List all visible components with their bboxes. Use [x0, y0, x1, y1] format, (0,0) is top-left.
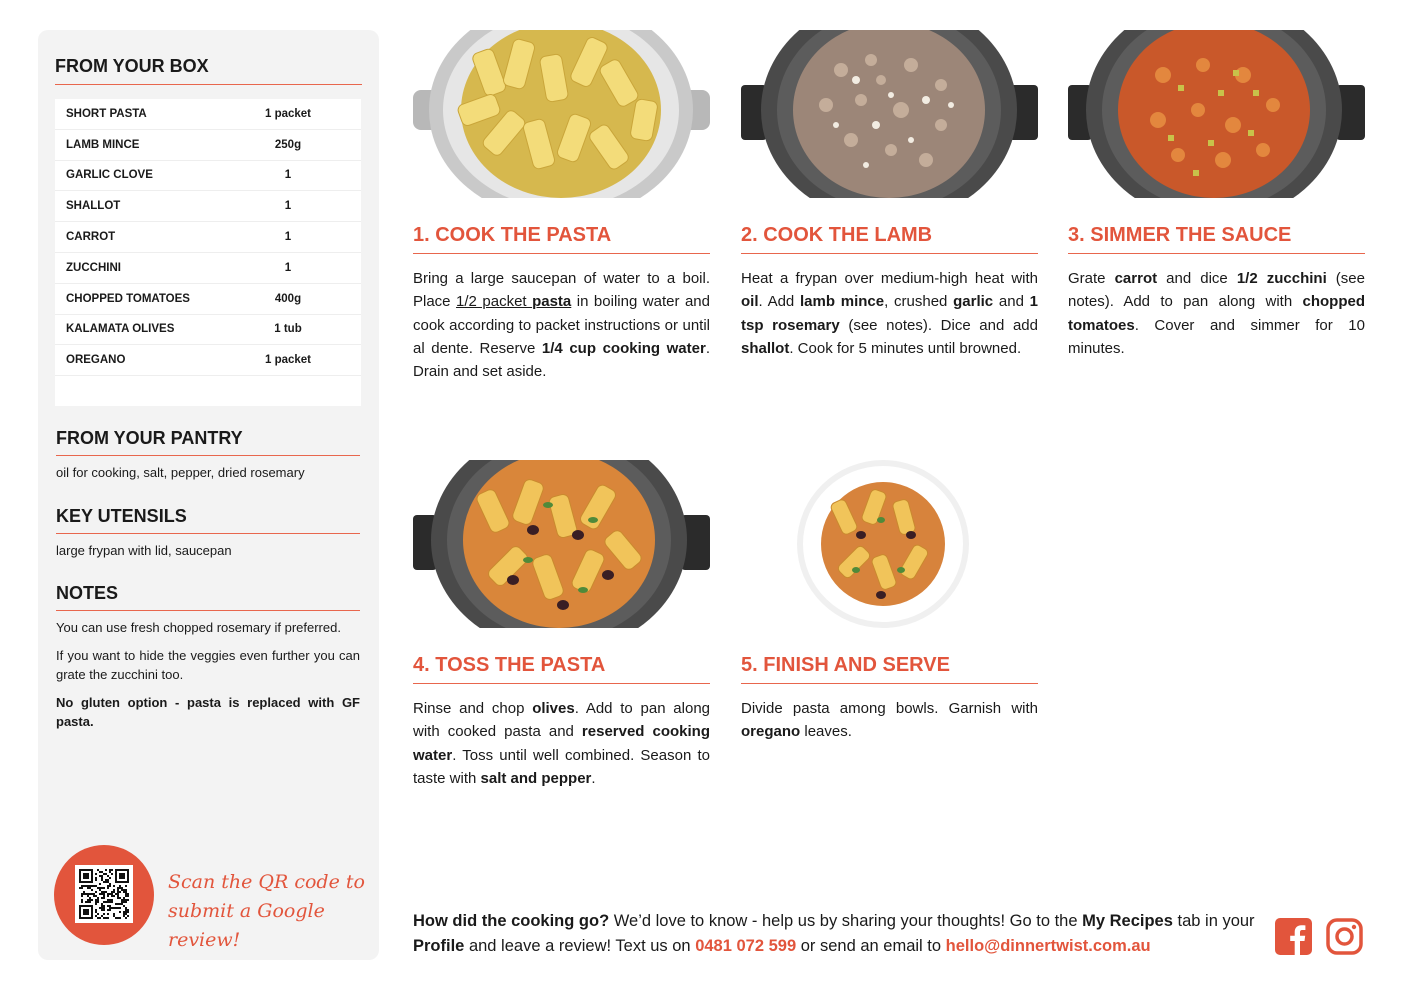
ingredient-name: LAMB MINCE — [66, 138, 140, 151]
sidebar-panel — [38, 30, 379, 960]
table-row — [55, 191, 361, 222]
ingredient-name: CHOPPED TOMATOES — [66, 292, 190, 305]
text-segment: Divide pasta among bowls. Garnish with — [741, 700, 1038, 717]
ingredient-name: CARROT — [66, 231, 116, 244]
ingredients-table — [55, 99, 361, 406]
note-item: If you want to hide the veggies even further you can grate the zucchini too. — [56, 648, 360, 682]
ingredient-qty: 1 packet — [264, 354, 312, 367]
lamb-pan-photo — [741, 30, 1038, 198]
ingredient-name: GARLIC CLOVE — [66, 169, 153, 182]
pasta-pot-photo — [413, 30, 710, 198]
text-segment: or send an email to — [796, 937, 946, 955]
text-segment: How did the cooking go? — [413, 912, 610, 930]
text-segment: leaves. — [800, 723, 852, 741]
qr-badge — [54, 845, 154, 945]
text-segment: . Add — [758, 293, 800, 311]
ingredient-name: SHALLOT — [66, 200, 121, 213]
pantry-title: FROM YOUR PANTRY — [56, 428, 360, 456]
text-segment: Profile — [413, 937, 465, 955]
qr-code[interactable] — [75, 865, 133, 923]
utensils-title: KEY UTENSILS — [56, 506, 360, 534]
step-title: 1. COOK THE PASTA — [413, 224, 710, 254]
step-title: 2. COOK THE LAMB — [741, 224, 1038, 254]
table-row — [55, 161, 361, 192]
qr-caption-line: Scan the QR code to — [168, 871, 365, 893]
utensils-text: large frypan with lid, saucepan — [56, 543, 232, 558]
step-instructions — [1068, 267, 1365, 360]
text-segment: oil — [741, 293, 759, 311]
notes-title: NOTES — [56, 583, 360, 611]
ingredient-name: KALAMATA OLIVES — [66, 323, 175, 336]
table-row — [55, 253, 361, 284]
ingredient-qty: 1 packet — [264, 107, 312, 120]
text-segment: . Cover and simmer for 10 minutes. — [1068, 316, 1365, 357]
table-row — [55, 130, 361, 161]
text-segment: salt and pepper — [480, 769, 592, 787]
text-segment: olives — [532, 700, 575, 717]
ingredient-name: ZUCCHINI — [66, 261, 121, 274]
notes-list — [56, 618, 360, 740]
ingredient-qty: 1 — [284, 231, 292, 244]
text-segment: My Recipes — [1082, 912, 1173, 930]
text-segment: tab in your — [1172, 912, 1255, 930]
text-segment: (see notes). Dice and add — [839, 316, 1038, 334]
facebook-icon[interactable] — [1275, 918, 1312, 955]
table-row — [55, 315, 361, 346]
step-instructions — [413, 267, 710, 383]
text-segment: Grate — [1068, 270, 1115, 287]
ingredient-name: OREGANO — [66, 354, 126, 367]
note-item: You can use fresh chopped rosemary if preferred. — [56, 620, 341, 635]
step-title: 3. SIMMER THE SAUCE — [1068, 224, 1365, 254]
ingredient-qty: 1 tub — [274, 323, 302, 336]
text-segment: . Toss until well combined. Season to taste with — [413, 746, 710, 787]
from-your-box-title: FROM YOUR BOX — [55, 56, 362, 85]
text-segment: Heat a frypan over medium-high heat with — [741, 270, 1038, 287]
step-instructions — [741, 697, 1038, 744]
step-title: 5. FINISH AND SERVE — [741, 654, 1038, 684]
text-segment: . Cook for 5 minutes until browned. — [789, 339, 1022, 357]
instagram-icon[interactable] — [1326, 918, 1363, 955]
text-segment: shallot — [741, 339, 790, 357]
text-segment: pasta — [532, 293, 572, 311]
text-segment: . Drain and set aside. — [413, 339, 710, 381]
text-segment[interactable]: 0481 072 599 — [695, 937, 797, 955]
text-segment: reserved cooking water — [413, 723, 711, 764]
feedback-footer — [413, 909, 1263, 959]
text-segment: 1/4 cup cooking water — [541, 339, 706, 357]
step-instructions — [741, 267, 1038, 360]
table-row — [55, 99, 361, 130]
text-segment: lamb mince — [800, 293, 885, 311]
text-segment: Bring a large saucepan of water to a boil. Place — [413, 270, 710, 311]
ingredient-name: SHORT PASTA — [66, 107, 147, 120]
table-row — [55, 284, 361, 315]
step-instructions — [413, 697, 710, 790]
note-item: No gluten option - pasta is replaced with GF pasta. — [56, 695, 360, 729]
text-segment: Rinse and chop — [413, 700, 533, 717]
text-segment: and — [993, 293, 1030, 311]
ingredient-qty: 1 — [284, 200, 292, 213]
ingredient-qty: 1 — [284, 169, 292, 182]
text-segment: , crushed — [884, 293, 954, 311]
ingredient-qty: 400g — [274, 292, 302, 305]
ingredient-qty: 1 — [284, 261, 292, 274]
step-title: 4. TOSS THE PASTA — [413, 654, 710, 684]
text-segment[interactable]: hello@dinnertwist.com.au — [945, 937, 1151, 955]
qr-caption — [168, 868, 368, 955]
text-segment: 1 tsp rosemary — [741, 293, 1038, 334]
text-segment: chopped tomatoes — [1068, 293, 1365, 334]
text-segment: and dice — [1157, 270, 1237, 287]
text-segment: (see notes). Add to pan along with — [1068, 270, 1365, 311]
ingredient-qty: 250g — [274, 138, 302, 151]
table-row — [55, 222, 361, 253]
table-row — [55, 345, 361, 376]
text-segment: oregano — [741, 723, 801, 741]
text-segment: We’d love to know - help us by sharing your thoughts! Go to the — [609, 912, 1083, 930]
text-segment: in boiling water and cook according to packet instructions or until al dente. Reserve — [413, 293, 710, 357]
text-segment: and leave a review! Text us on — [464, 937, 696, 955]
qr-caption-line: submit a Google review! — [168, 900, 325, 951]
text-segment: garlic — [953, 293, 994, 311]
tossed-pasta-photo — [413, 460, 710, 628]
text-segment: carrot — [1114, 270, 1158, 287]
pantry-text: oil for cooking, salt, pepper, dried rosemary — [56, 465, 305, 480]
text-segment: . — [591, 769, 596, 787]
text-segment: . Add to pan along with cooked pasta and — [413, 700, 711, 741]
text-segment: 1/2 zucchini — [1236, 270, 1327, 287]
served-bowl-photo — [741, 460, 1038, 628]
sauce-pan-photo — [1068, 30, 1365, 198]
text-segment: 1/2 packet — [456, 293, 533, 311]
qr-code-icon — [79, 869, 129, 919]
